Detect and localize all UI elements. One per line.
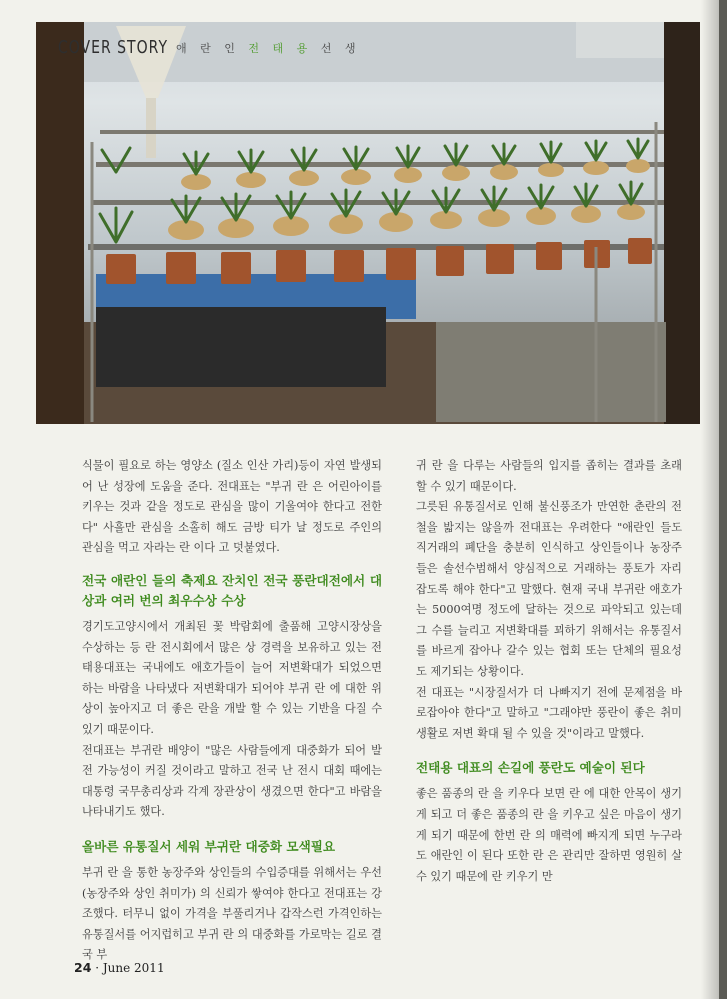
cover-story-label: COVER STORY [58,38,168,58]
paragraph: 전대표는 부귀란 배양이 "많은 사람들에게 대중화가 되어 발전 가능성이 커질 것이라고 말하고 전국 난 전시 대회 때에는 대통령 국무총리상과 각계 장관상이 생겼으면 한다"고 바람을 나타내기도 했다. [82,743,382,819]
page-footer [74,960,165,975]
paragraph: 귀 란 을 다루는 사람들의 입지를 좁히는 결과를 초래할 수 있기 때문이다. [416,459,682,493]
section-heading: 올바른 유통질서 세워 부귀란 대중화 모색필요 [82,838,336,854]
cover-story-header [58,40,361,56]
paragraph: 부귀 란 을 통한 농장주와 상인들의 수입증대를 위해서는 우선 (농장주와 상인 취미가) 의 신뢰가 쌓여야 한다고 전대표는 강조했다. 터무니 없이 가격을 부풀리거나 갑작스런 가격인하는 유통질서를 어지럽히고 부귀 란 의 대중화를 가로막는 길로 결국 부 [82,865,382,962]
paragraph: 식물이 필요로 하는 영양소 (질소 인산 가리)등이 자연 발생되어 난 성장에 도움을 준다. 전대표는 "부귀 란 은 어린아이를 키우는 것과 같을 정도로 관심을 많이 기울여야 한다고 전한다" 사흘만 관심을 소홀히 해도 금방 티가 날 정도로 주인의 관심을 먹고 자라는 란 이다 고 덧붙였다. [82,459,382,555]
paragraph: 경기도고양시에서 개최된 꽃 박람회에 출품해 고양시장상을 수상하는 등 란 전시회에서 많은 상 경력을 보유하고 있는 전태용대표는 국내에도 애호가들이 늘어 저변확대가 되었으면 하는 바람을 나타냈다 저변확대가 되어야 부귀 란 에 대한 위상이 높아지고 더 좋은 란을 개발 할 수 있는 기반을 다질 수 있기 때문이다. [82,619,382,736]
subtitle-part-c: 선 생 [320,42,361,55]
orchid-photo [36,22,700,424]
paragraph: 좋은 품종의 란 을 키우다 보면 란 에 대한 안목이 생기게 되고 더 좋은 품종의 란 을 키우고 싶은 마음이 생기게 되기 때문에 한번 란 의 매력에 빠지게 되면 누구라도 애란인 이 된다 또한 란 은 관리만 잘하면 영원히 살 수 있기 때문에 란 키우기 만 [416,787,682,883]
paragraph: 그릇된 유통질서로 인해 불신풍조가 만연한 춘란의 전철을 밟지는 않을까 전대표는 우려한다 "애란인 들도 직거래의 폐단을 충분히 인식하고 상인들이나 농장주들은 솔선수범해서 양심적으로 거래하는 풍토가 자리잡도록 해야 한다"고 말했다. 현재 국내 부귀란 애호가는 5000여명 정도에 달하는 것으로 파악되고 있는데 그 수를 늘리고 저변확대를 꾀하기 위해서는 유통질서를 바르게 잡아나 갈수 있는 협회 또는 단체의 필요성도 제기되는 상황이다. [416,500,682,678]
page-number: 24 [74,960,92,975]
page-edge [719,0,727,999]
section-heading: 전국 애란인 들의 축제요 잔치인 전국 풍란대전에서 대상과 여러 번의 최우수상 수상 [82,572,382,608]
text-column-right [416,456,682,887]
issue-date: · June 2011 [91,961,165,975]
orchid-shelf-illustration [36,22,700,424]
subtitle-part-a: 애 란 인 [176,42,240,55]
subtitle-name: 전 태 용 [248,42,313,55]
section-heading: 전태용 대표의 손길에 풍란도 예술이 된다 [416,760,645,776]
text-column-left [82,456,382,966]
cover-story-subtitle [176,40,361,56]
paragraph: 전 대표는 "시장질서가 더 나빠지기 전에 문제점을 바로잡아야 한다"고 말하고 "그래야만 풍란이 좋은 취미생활로 저변 확대 될 수 있을 것"이라고 말했다. [416,685,682,740]
